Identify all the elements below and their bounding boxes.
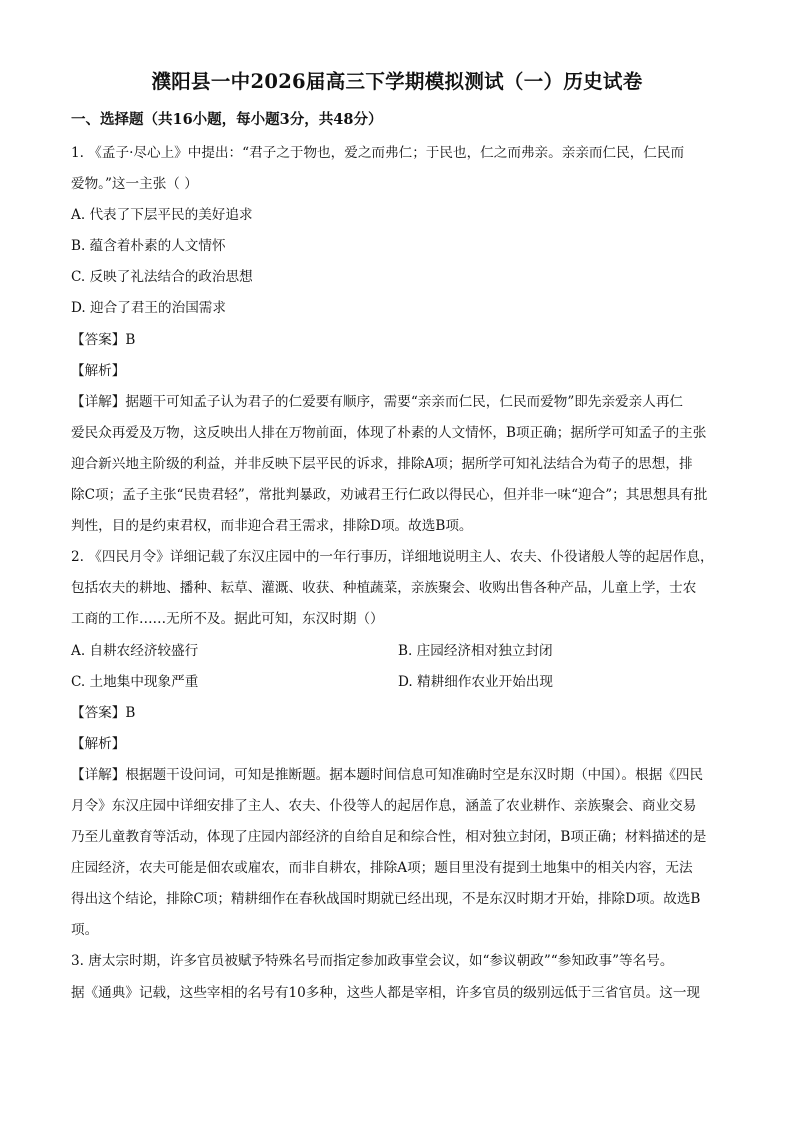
q1-detail-line-2: 爱民众再爱及万物，这反映出人排在万物前面，体现了朴素的人文情怀，B项正确；据所学可知孟子的主张 <box>71 424 707 441</box>
q2-detail-line-5: 得出这个结论，排除C项；精耕细作在春秋战国时期就已经出现，不是东汉时期才开始，排除D项。故选B <box>71 891 701 908</box>
document-title: 濮阳县一中2026届高三下学期模拟测试（一）历史试卷 <box>151 70 643 93</box>
q2-answer: 【答案】B <box>71 704 136 721</box>
q1-detail-line-5: 判性，目的是约束君权，而非迎合君王需求，排除D项。故选B项。 <box>71 518 473 535</box>
q1-detail-line-3: 迎合新兴地主阶级的利益，并非反映下层平民的诉求，排除A项；据所学可知礼法结合为荀子的思想，排 <box>71 455 693 472</box>
section-heading: 一、选择题（共16小题，每小题3分，共48分） <box>71 111 383 128</box>
q2-option-a: A. 自耕农经济较盛行 <box>71 642 199 659</box>
q2-detail-line-2: 月令》东汉庄园中详细安排了主人、农夫、仆役等人的起居作息，涵盖了农业耕作、亲族聚会、商业交易 <box>71 797 697 814</box>
q1-option-a: A. 代表了下层平民的美好追求 <box>71 207 253 224</box>
q2-option-d: D. 精耕细作农业开始出现 <box>398 673 553 690</box>
q1-option-c: C. 反映了礼法结合的政治思想 <box>71 269 253 286</box>
q1-analysis-label: 【解析】 <box>71 362 126 379</box>
q1-detail-line-1: 【详解】据题干可知孟子认为君子的仁爱要有顺序，需要“亲亲而仁民，仁民而爱物”即先亲爱亲人再仁 <box>71 393 684 410</box>
q2-option-b: B. 庄园经济相对独立封闭 <box>398 642 553 659</box>
q3-stem-line-2: 据《通典》记载，这些宰相的名号有10多种，这些人都是宰相，许多官员的级别远低于三省官员。这一现 <box>71 984 701 1001</box>
q2-detail-line-4: 庄园经济，农夫可能是佃农或雇农，而非自耕农，排除A项；题目里没有提到土地集中的相关内容，无法 <box>71 860 693 877</box>
q2-stem-line-1: 2. 《四民月令》详细记载了东汉庄园中的一年行事历，详细地说明主人、农夫、仆役诸般人等的起居作息， <box>71 549 714 566</box>
q2-analysis-label: 【解析】 <box>71 735 126 752</box>
q2-detail-line-3: 乃至儿童教育等活动，体现了庄园内部经济的自给自足和综合性，相对独立封闭，B项正确；材料描述的是 <box>71 829 707 846</box>
q2-options-row-2 <box>71 667 731 698</box>
q1-stem-line-1: 1. 《孟子·尽心上》中提出：“君子之于物也，爱之而弗仁；于民也，仁之而弗亲。亲亲而仁民，仁民而 <box>71 145 685 161</box>
q1-option-b: B. 蕴含着朴素的人文情怀 <box>71 238 226 255</box>
q2-detail-line-1: 【详解】根据题干设问词，可知是推断题。据本题时间信息可知准确时空是东汉时期（中国）。根据《四民 <box>71 766 704 783</box>
q1-stem-line-2: 爱物。”这一主张（ ） <box>71 176 198 193</box>
q2-option-c: C. 土地集中现象严重 <box>71 673 199 690</box>
q2-stem-line-3: 工商的工作……无所不及。据此可知，东汉时期（） <box>71 611 384 628</box>
q1-option-d: D. 迎合了君王的治国需求 <box>71 300 226 317</box>
q2-options-row-1 <box>71 636 731 667</box>
q1-detail-line-4: 除C项；孟子主张“民贵君轻”，常批判暴政，劝诫君王行仁政以得民心，但并非一味“迎合”；其思想具有批 <box>71 487 708 504</box>
q2-detail-line-6: 项。 <box>71 922 99 939</box>
q2-stem-line-2: 包括农夫的耕地、播种、耘草、灌溉、收获、种植蔬菜，亲族聚会、收购出售各种产品，儿童上学，士农 <box>71 580 697 597</box>
q1-answer: 【答案】B <box>71 331 136 348</box>
question-list <box>71 138 731 1009</box>
q3-stem-line-1: 3. 唐太宗时期，许多官员被赋予特殊名号而指定参加政事堂会议，如“参议朝政”“参知政事”等名号。 <box>71 953 674 970</box>
